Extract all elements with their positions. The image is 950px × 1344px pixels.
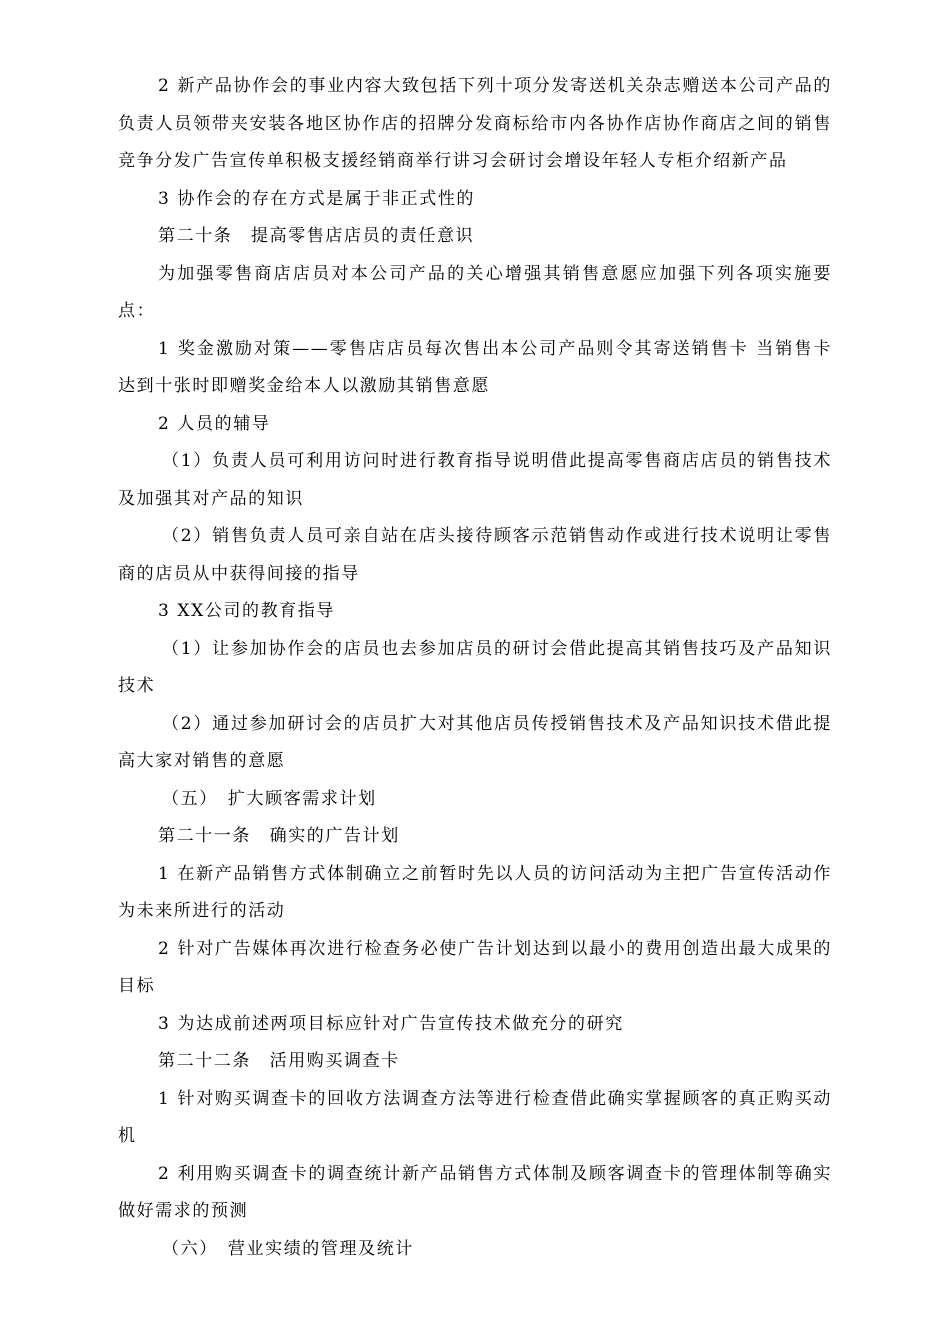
paragraph-item-3-informal: 3 协作会的存在方式是属于非正式性的 bbox=[158, 188, 476, 209]
paragraph-bonus-incentive: 1 奖金激励对策——零售店店员每次售出本公司产品则令其寄送销售卡 当销售卡达到十张时即赠奖金给本人以激励其销售意愿 bbox=[118, 338, 832, 396]
paragraph-item-2-activities: 2 新产品协作会的事业内容大致包括下列十项分发寄送机关杂志赠送本公司产品的负责人员领带夹安装各地区协作店的招牌分发商标给市内各协作店协作商店之间的销售竞争分发广告宣传单积极支援经销商举行讲习会研讨会增设年轻人专柜介绍新产品 bbox=[118, 76, 832, 171]
article-20-intro: 为加强零售商店店员对本公司产品的关心增强其销售意愿应加强下列各项实施要点： bbox=[118, 263, 832, 321]
paragraph-training-2: （2）通过参加研讨会的店员扩大对其他店员传授销售技术及产品知识技术借此提高大家对销售的意愿 bbox=[118, 713, 832, 771]
paragraph-company-training: 3 XX公司的教育指导 bbox=[158, 601, 336, 621]
paragraph-ad-plan-1: 1 在新产品销售方式体制确立之前暂时先以人员的访问活动为主把广告宣传活动作为未来所进行的活动 bbox=[118, 863, 832, 921]
article-21-heading: 第二十一条 确实的广告计划 bbox=[158, 826, 400, 846]
paragraph-ad-plan-3: 3 为达成前述两项目标应针对广告宣传技术做充分的研究 bbox=[158, 1013, 624, 1034]
paragraph-ad-plan-2: 2 针对广告媒体再次进行检查务必使广告计划达到以最小的费用创造出最大成果的目标 bbox=[118, 938, 832, 996]
paragraph-staff-guidance: 2 人员的辅导 bbox=[158, 413, 271, 434]
article-22-heading: 第二十二条 活用购买调查卡 bbox=[158, 1051, 400, 1071]
paragraph-survey-card-1: 1 针对购买调查卡的回收方法调查方法等进行检查借此确实掌握顾客的真正购买动机 bbox=[118, 1088, 832, 1146]
paragraph-survey-card-2: 2 利用购买调查卡的调查统计新产品销售方式体制及顾客调查卡的管理体制等确实做好需求的预测 bbox=[118, 1163, 832, 1221]
paragraph-guidance-1: （1）负责人员可利用访问时进行教育指导说明借此提高零售商店店员的销售技术及加强其对产品的知识 bbox=[118, 451, 832, 509]
article-20-heading: 第二十条 提高零售店店员的责任意识 bbox=[158, 226, 475, 246]
section-6-heading: （六） 营业实绩的管理及统计 bbox=[162, 1238, 414, 1259]
paragraph-guidance-2: （2）销售负责人员可亲自站在店头接待顾客示范销售动作或进行技术说明让零售商的店员从中获得间接的指导 bbox=[118, 526, 832, 584]
section-5-heading: （五） 扩大顾客需求计划 bbox=[162, 788, 377, 809]
paragraph-training-1: （1）让参加协作会的店员也去参加店员的研讨会借此提高其销售技巧及产品知识技术 bbox=[118, 638, 832, 696]
